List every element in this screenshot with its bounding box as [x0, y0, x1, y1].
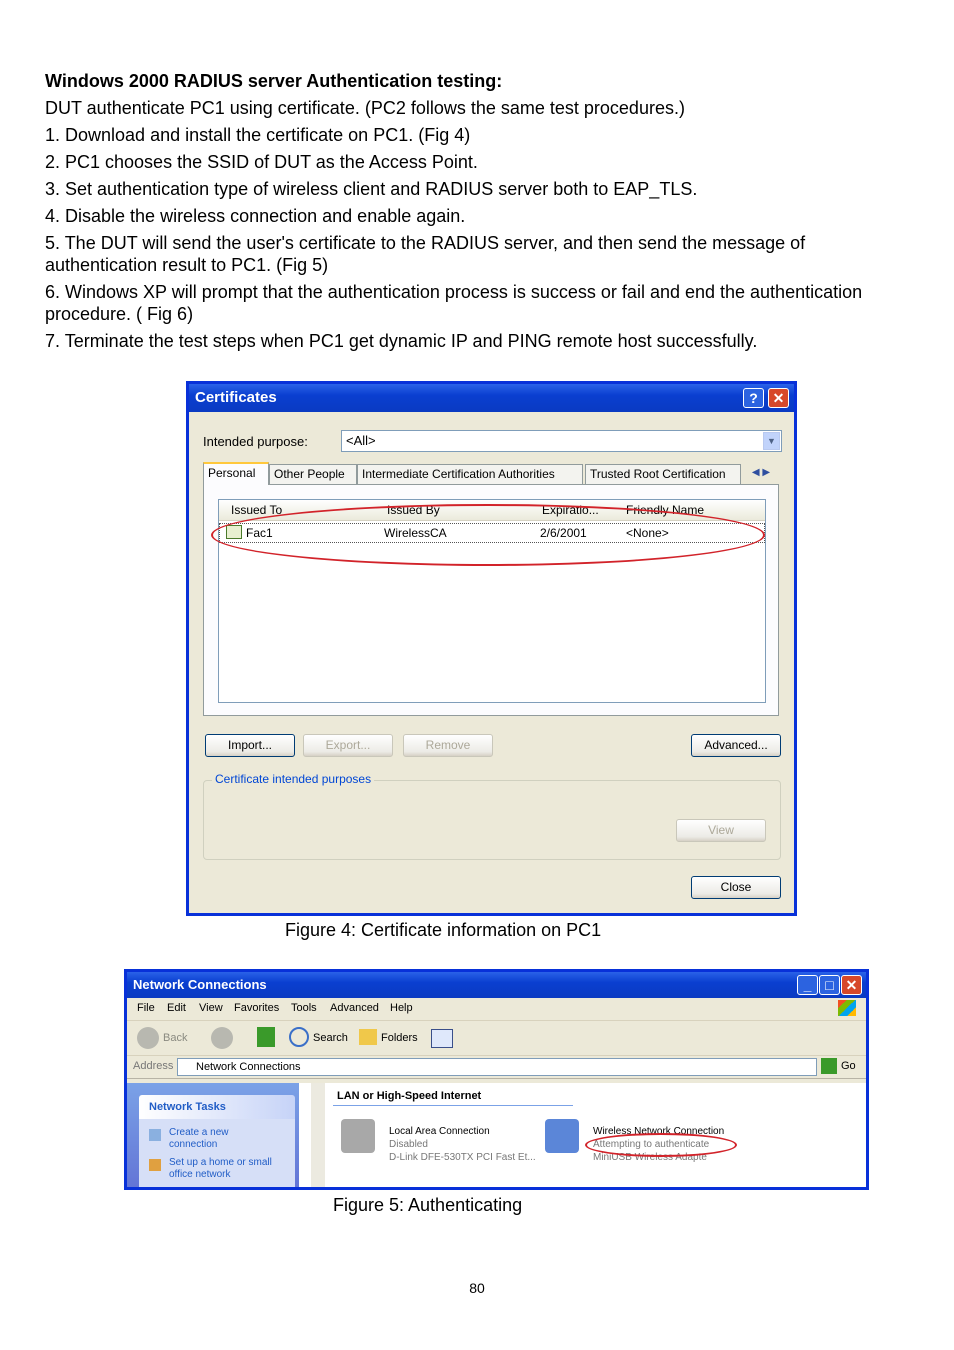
views-icon[interactable] [431, 1029, 453, 1048]
minimize-icon[interactable]: _ [797, 975, 818, 995]
close-icon[interactable]: ✕ [841, 975, 862, 995]
chevron-down-icon[interactable]: ▼ [763, 432, 780, 450]
address-bar [127, 1056, 866, 1079]
purpose-select[interactable] [341, 430, 782, 452]
lan-connection-icon[interactable] [341, 1119, 375, 1153]
content-area [127, 1083, 866, 1187]
tab-other-people[interactable]: Other People [269, 464, 357, 484]
cell-issued-to: Fac1 [246, 526, 273, 540]
close-button[interactable]: Close [691, 876, 781, 899]
menu-view[interactable]: View [199, 1002, 223, 1014]
search-label[interactable]: Search [313, 1032, 348, 1044]
network-tasks-box [139, 1095, 295, 1189]
windows-logo-icon [838, 1000, 856, 1016]
step-2: 2. PC1 chooses the SSID of DUT as the Access Point. [45, 152, 478, 172]
menu-bar [127, 998, 866, 1021]
lan-connection[interactable] [389, 1125, 536, 1164]
page-number: 80 [469, 1280, 485, 1296]
folders-icon[interactable] [359, 1029, 377, 1045]
menu-advanced[interactable]: Advanced [330, 1002, 379, 1014]
export-button[interactable]: Export... [303, 734, 393, 757]
purpose-value: <All> [346, 433, 376, 448]
back-label[interactable]: Back [163, 1032, 188, 1044]
up-folder-icon[interactable] [257, 1027, 275, 1047]
task-create-connection[interactable]: Create a new connection [169, 1127, 229, 1150]
dialog-title: Certificates [195, 389, 277, 406]
step-1: 1. Download and install the certificate on PC1. (Fig 4) [45, 125, 471, 145]
step-7: 7. Terminate the test steps when PC1 get dynamic IP and PING remote host successfully. [45, 331, 758, 351]
wireless-name: Wireless Network Connection [593, 1126, 725, 1137]
address-input[interactable] [177, 1058, 817, 1076]
cell-expiration: 2/6/2001 [540, 526, 587, 540]
step-4: 4. Disable the wireless connection and enable again. [45, 206, 466, 226]
tab-personal[interactable]: Personal [203, 462, 269, 485]
figure-4-caption: Figure 4: Certificate information on PC1 [285, 920, 602, 940]
advanced-button[interactable]: Advanced... [691, 734, 781, 757]
remove-button[interactable]: Remove [403, 734, 493, 757]
folders-label[interactable]: Folders [381, 1032, 418, 1044]
network-tasks-list [139, 1119, 295, 1189]
wireless-connection-icon[interactable] [545, 1119, 579, 1153]
help-button[interactable]: ? [743, 388, 764, 408]
figure-5-caption: Figure 5: Authenticating [333, 1195, 523, 1215]
lan-name: Local Area Connection [389, 1126, 490, 1137]
tab-intermediate-ca[interactable]: Intermediate Certification Authorities [357, 464, 583, 484]
window-title: Network Connections [133, 977, 267, 992]
toolbar [127, 1021, 866, 1056]
col-friendly-name[interactable]: Friendly Name [626, 503, 705, 517]
highlight-oval [211, 504, 765, 566]
dialog-titlebar [189, 384, 794, 412]
back-arrow-icon[interactable] [137, 1027, 159, 1049]
section-divider [333, 1105, 573, 1106]
col-issued-to[interactable]: Issued To [231, 503, 283, 517]
step-6: 6. Windows XP will prompt that the authentication process is success or fail and end the authentication procedure. ( Fig 6) [45, 282, 863, 324]
purposes-group-title: Certificate intended purposes [212, 772, 374, 786]
address-value: Network Connections [196, 1061, 301, 1073]
menu-favorites[interactable]: Favorites [234, 1002, 280, 1014]
section-heading: Windows 2000 RADIUS server Authentication testing: [45, 71, 503, 91]
network-tasks-title: Network Tasks [149, 1101, 226, 1113]
address-label: Address [133, 1060, 174, 1072]
pane-scrollbar[interactable] [311, 1083, 325, 1187]
go-arrow-icon[interactable] [821, 1058, 837, 1074]
menu-edit[interactable]: Edit [167, 1002, 186, 1014]
wireless-device: MiniUSB Wireless Adapte [593, 1152, 707, 1163]
col-expiration[interactable]: Expiratio... [542, 503, 599, 517]
network-tasks-header[interactable] [139, 1095, 295, 1119]
tab-scroll-arrows[interactable]: ◀ ▶ [751, 467, 771, 478]
cell-issued-by: WirelessCA [384, 526, 447, 540]
document-text [45, 70, 905, 357]
wireless-status: Attempting to authenticate [593, 1139, 710, 1150]
intro-text: DUT authenticate PC1 using certificate. (PC2 follows the same test procedures.) [45, 98, 685, 118]
certificates-dialog [186, 381, 797, 916]
import-button[interactable]: Import... [205, 734, 295, 757]
task-pane [127, 1083, 299, 1187]
window-titlebar [127, 972, 866, 998]
lan-status: Disabled [389, 1139, 428, 1150]
cell-friendly-name: <None> [626, 526, 669, 540]
menu-file[interactable]: File [137, 1002, 155, 1014]
menu-tools[interactable]: Tools [291, 1002, 317, 1014]
purpose-label: Intended purpose: [203, 434, 308, 449]
col-issued-by[interactable]: Issued By [387, 503, 440, 517]
network-connections-window [124, 969, 869, 1190]
go-label[interactable]: Go [841, 1060, 856, 1072]
close-icon[interactable]: ✕ [768, 388, 789, 408]
new-connection-icon [149, 1129, 161, 1141]
section-header: LAN or High-Speed Internet [337, 1090, 482, 1102]
forward-arrow-icon[interactable] [211, 1027, 233, 1049]
task-home-network[interactable]: Set up a home or small office network [169, 1157, 272, 1180]
maximize-icon[interactable]: □ [819, 975, 840, 995]
lan-device: D-Link DFE-530TX PCI Fast Et... [389, 1152, 536, 1163]
search-icon[interactable] [289, 1027, 309, 1047]
step-5: 5. The DUT will send the user's certificate to the RADIUS server, and then send the message of authentication result to PC1. (Fig 5) [45, 233, 806, 275]
view-button[interactable]: View [676, 819, 766, 842]
tab-trusted-root[interactable]: Trusted Root Certification [585, 464, 741, 484]
step-3: 3. Set authentication type of wireless client and RADIUS server both to EAP_TLS. [45, 179, 698, 199]
menu-help[interactable]: Help [390, 1002, 413, 1014]
home-network-icon [149, 1159, 161, 1171]
highlight-oval [585, 1133, 737, 1157]
purposes-group [203, 772, 781, 860]
